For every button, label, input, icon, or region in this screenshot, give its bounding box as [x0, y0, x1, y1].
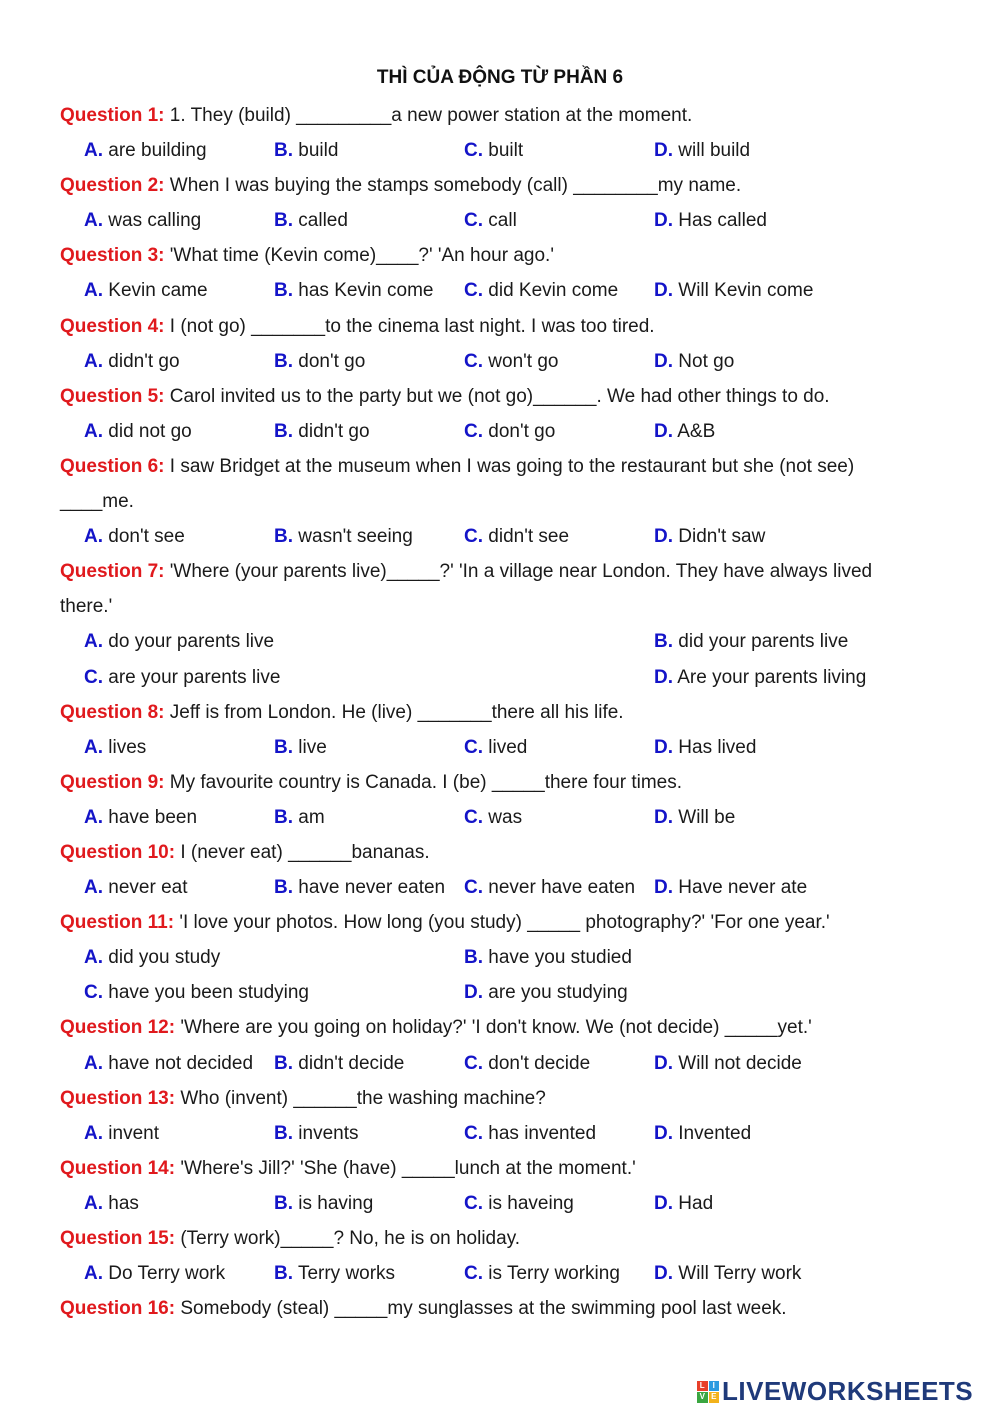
- option-letter: B.: [274, 1263, 293, 1285]
- option-text: don't decide: [488, 1052, 591, 1074]
- option-letter: B.: [654, 631, 673, 653]
- option-c[interactable]: [464, 273, 618, 308]
- logo-tile: I: [709, 1381, 720, 1392]
- option-a[interactable]: [84, 133, 207, 168]
- question-line: [60, 905, 940, 940]
- option-letter: C.: [464, 420, 483, 442]
- option-text: have not decided: [108, 1052, 254, 1074]
- option-d[interactable]: [654, 870, 807, 905]
- option-c[interactable]: [464, 344, 558, 379]
- question-line: [60, 449, 940, 484]
- option-d[interactable]: [654, 800, 735, 835]
- question-label: Question 4:: [60, 315, 165, 337]
- option-text: A&B: [677, 420, 716, 442]
- question-text: there.': [60, 596, 113, 618]
- option-text: live: [298, 736, 327, 758]
- question-text: ____me.: [60, 491, 134, 513]
- page-title: THÌ CỦA ĐỘNG TỪ PHẦN 6: [376, 67, 624, 88]
- option-text: Will Kevin come: [678, 280, 814, 302]
- option-text: Kevin came: [108, 280, 208, 302]
- option-letter: D.: [654, 140, 673, 162]
- option-c[interactable]: [84, 975, 309, 1010]
- option-letter: B.: [274, 1122, 293, 1144]
- question-label: Question 15:: [60, 1228, 176, 1249]
- option-letter: C.: [464, 1052, 483, 1074]
- options-row: [84, 1116, 940, 1151]
- option-c[interactable]: [464, 800, 522, 835]
- option-letter: B.: [274, 140, 293, 162]
- option-text: is having: [298, 1192, 374, 1214]
- option-b[interactable]: [274, 1116, 358, 1151]
- logo-tile: E: [709, 1392, 720, 1403]
- option-letter: D.: [464, 982, 483, 1004]
- option-text: invent: [108, 1122, 159, 1144]
- question-label: Question 13:: [60, 1087, 176, 1109]
- option-letter: D.: [654, 736, 673, 758]
- option-letter: B.: [274, 1052, 293, 1074]
- option-d[interactable]: [654, 730, 756, 765]
- option-text: Will Terry work: [678, 1263, 802, 1285]
- question-line: [60, 589, 940, 624]
- option-letter: C.: [464, 210, 483, 232]
- options-row: [84, 975, 940, 1010]
- option-c[interactable]: [464, 870, 635, 905]
- option-letter: C.: [464, 806, 483, 828]
- option-b[interactable]: [274, 344, 365, 379]
- option-letter: C.: [464, 350, 483, 372]
- question-text: 'Where's Jill?' 'She (have) _____lunch at the moment.': [180, 1157, 636, 1179]
- option-c[interactable]: [464, 1186, 574, 1221]
- question-label: Question 5:: [60, 385, 165, 407]
- option-b[interactable]: [654, 624, 848, 659]
- question-label: Question 14:: [60, 1157, 176, 1179]
- question-label: Question 10:: [60, 841, 176, 863]
- question-text: My favourite country is Canada. I (be) _____there four times.: [169, 771, 682, 793]
- option-letter: C.: [84, 666, 103, 688]
- question-text: Carol invited us to the party but we (not go)______. We had other things to do.: [169, 385, 830, 407]
- question-text: I saw Bridget at the museum when I was going to the restaurant but she (not see): [169, 455, 855, 477]
- option-b[interactable]: [274, 203, 348, 238]
- option-c[interactable]: [464, 1046, 590, 1081]
- option-letter: D.: [654, 1122, 673, 1144]
- option-a[interactable]: [84, 1046, 253, 1081]
- option-letter: A.: [84, 140, 103, 162]
- option-letter: C.: [464, 1263, 483, 1285]
- question-label: Question 1:: [60, 105, 165, 126]
- option-letter: D.: [654, 877, 673, 899]
- option-c[interactable]: [464, 1256, 620, 1291]
- question-text: I (not go) _______to the cinema last night. I was too tired.: [169, 315, 655, 337]
- option-letter: D.: [654, 806, 673, 828]
- footer-brand[interactable]: [697, 1376, 973, 1407]
- option-text: Will be: [678, 806, 736, 828]
- option-c[interactable]: [84, 660, 280, 695]
- option-letter: D.: [654, 666, 673, 688]
- options-row: [84, 940, 940, 975]
- option-letter: C.: [464, 736, 483, 758]
- options-row: [84, 519, 940, 554]
- option-text: are building: [108, 140, 207, 162]
- option-text: wasn't seeing: [298, 526, 413, 548]
- option-letter: D.: [654, 280, 673, 302]
- option-b[interactable]: [274, 133, 338, 168]
- option-letter: A.: [84, 631, 103, 653]
- option-text: didn't see: [488, 526, 570, 548]
- option-letter: B.: [274, 210, 293, 232]
- option-letter: D.: [654, 526, 673, 548]
- option-text: is haveing: [488, 1192, 574, 1214]
- option-letter: C.: [464, 280, 483, 302]
- option-d[interactable]: [654, 1116, 751, 1151]
- option-d[interactable]: [654, 414, 715, 449]
- option-a[interactable]: [84, 203, 201, 238]
- option-a[interactable]: [84, 344, 180, 379]
- options-row: [84, 1256, 940, 1291]
- option-text: won't go: [488, 350, 559, 372]
- question-line: [60, 168, 940, 203]
- option-text: Terry works: [297, 1263, 396, 1285]
- options-row: [84, 273, 940, 308]
- option-text: has Kevin come: [298, 280, 434, 302]
- question-text: 'Where are you going on holiday?' 'I don't know. We (not decide) _____yet.': [180, 1017, 812, 1039]
- option-b[interactable]: [274, 800, 325, 835]
- option-letter: D.: [654, 1192, 673, 1214]
- option-a[interactable]: [84, 800, 197, 835]
- option-letter: B.: [274, 736, 293, 758]
- option-letter: D.: [654, 1052, 673, 1074]
- option-a[interactable]: [84, 730, 146, 765]
- option-text: call: [488, 210, 517, 232]
- options-row: [84, 870, 940, 905]
- question-line: [60, 835, 940, 870]
- question-text: 1. They (build) _________a new power station at the moment.: [169, 105, 693, 126]
- option-text: don't see: [108, 526, 185, 548]
- options-row: [84, 1046, 940, 1081]
- option-text: never eat: [108, 877, 188, 899]
- option-text: has invented: [488, 1122, 597, 1144]
- option-letter: A.: [84, 1192, 103, 1214]
- option-a[interactable]: [84, 519, 185, 554]
- liveworksheets-logo-icon: [697, 1381, 719, 1403]
- option-text: did not go: [108, 420, 192, 442]
- option-b[interactable]: [274, 730, 327, 765]
- option-a[interactable]: [84, 414, 192, 449]
- option-letter: C.: [84, 982, 103, 1004]
- question-text: 'Where (your parents live)_____?' 'In a village near London. They have always lived: [169, 561, 873, 583]
- option-a[interactable]: [84, 624, 274, 659]
- option-text: built: [488, 140, 524, 162]
- question-text: Somebody (steal) _____my sunglasses at the swimming pool last week.: [180, 1298, 787, 1320]
- option-d[interactable]: [654, 203, 767, 238]
- question-line: [60, 695, 940, 730]
- option-d[interactable]: [654, 1046, 802, 1081]
- option-text: Not go: [678, 350, 735, 372]
- option-letter: B.: [274, 877, 293, 899]
- option-text: don't go: [488, 420, 556, 442]
- option-d[interactable]: [654, 1186, 713, 1221]
- option-text: didn't decide: [298, 1052, 405, 1074]
- option-text: will build: [678, 140, 751, 162]
- option-text: Do Terry work: [108, 1263, 226, 1285]
- option-text: called: [298, 210, 348, 232]
- question-text: 'I love your photos. How long (you study) _____ photography?' 'For one year.': [179, 912, 830, 934]
- option-b[interactable]: [464, 940, 632, 975]
- option-text: Had: [678, 1192, 714, 1214]
- option-letter: B.: [274, 280, 293, 302]
- option-text: Will not decide: [678, 1052, 802, 1074]
- question-label: Question 9:: [60, 771, 165, 793]
- option-b[interactable]: [274, 414, 370, 449]
- question-text: Who (invent) ______the washing machine?: [180, 1087, 546, 1109]
- question-label: Question 8:: [60, 701, 165, 723]
- option-c[interactable]: [464, 730, 527, 765]
- question-list: [60, 98, 940, 1326]
- option-letter: A.: [84, 1122, 103, 1144]
- logo-tile: V: [697, 1392, 708, 1403]
- option-letter: A.: [84, 736, 103, 758]
- option-text: never have eaten: [488, 877, 636, 899]
- question-label: Question 16:: [60, 1298, 176, 1320]
- question-line: [60, 379, 940, 414]
- options-row: [84, 414, 940, 449]
- option-text: have you been studying: [108, 982, 309, 1004]
- question-text: 'What time (Kevin come)____?' 'An hour ago.': [169, 245, 554, 267]
- option-c[interactable]: [464, 133, 523, 168]
- option-text: are your parents live: [108, 666, 281, 688]
- option-text: Didn't saw: [678, 526, 766, 548]
- question-line: [60, 238, 940, 273]
- option-text: didn't go: [108, 350, 180, 372]
- option-text: don't go: [298, 350, 366, 372]
- option-text: are you studying: [488, 982, 628, 1004]
- option-text: lives: [108, 736, 147, 758]
- option-text: do your parents live: [108, 631, 275, 653]
- option-text: did you study: [108, 947, 221, 969]
- option-d[interactable]: [654, 273, 813, 308]
- options-row: [84, 344, 940, 379]
- option-text: was: [488, 806, 523, 828]
- option-a[interactable]: [84, 1256, 225, 1291]
- option-letter: C.: [464, 1122, 483, 1144]
- option-letter: C.: [464, 140, 483, 162]
- question-label: Question 3:: [60, 245, 165, 267]
- option-text: Has called: [678, 210, 767, 232]
- option-c[interactable]: [464, 203, 517, 238]
- option-text: Invented: [678, 1122, 752, 1144]
- options-row: [84, 133, 940, 168]
- option-letter: B.: [464, 947, 483, 969]
- option-letter: D.: [654, 210, 673, 232]
- question-text: I (never eat) ______bananas.: [180, 841, 430, 863]
- option-letter: D.: [654, 350, 673, 372]
- option-b[interactable]: [274, 519, 413, 554]
- option-letter: D.: [654, 1263, 673, 1285]
- question-line: [60, 98, 940, 133]
- option-letter: D.: [654, 420, 673, 442]
- option-c[interactable]: [464, 414, 555, 449]
- option-letter: A.: [84, 210, 103, 232]
- option-b[interactable]: [274, 273, 433, 308]
- option-text: have been: [108, 806, 198, 828]
- option-letter: A.: [84, 1263, 103, 1285]
- option-b[interactable]: [274, 1186, 373, 1221]
- option-letter: C.: [464, 1192, 483, 1214]
- option-b[interactable]: [274, 870, 445, 905]
- question-label: Question 6:: [60, 455, 165, 477]
- question-label: Question 7:: [60, 561, 165, 583]
- option-b[interactable]: [274, 1046, 404, 1081]
- question-line: [60, 1291, 940, 1326]
- question-text: When I was buying the stamps somebody (call) ________my name.: [169, 175, 742, 197]
- question-label: Question 12:: [60, 1017, 176, 1039]
- option-letter: A.: [84, 877, 103, 899]
- option-d[interactable]: [654, 660, 866, 695]
- options-row: [84, 203, 940, 238]
- option-a[interactable]: [84, 1116, 159, 1151]
- option-d[interactable]: [654, 344, 734, 379]
- option-a[interactable]: [84, 273, 208, 308]
- option-text: build: [298, 140, 339, 162]
- option-letter: B.: [274, 350, 293, 372]
- option-d[interactable]: [654, 133, 750, 168]
- option-text: am: [298, 806, 325, 828]
- options-row: [84, 730, 940, 765]
- question-label: Question 11:: [60, 912, 175, 934]
- option-letter: B.: [274, 420, 293, 442]
- options-row: [84, 624, 940, 659]
- option-letter: B.: [274, 806, 293, 828]
- option-text: did your parents live: [678, 631, 849, 653]
- option-text: lived: [488, 736, 528, 758]
- question-line: [60, 1221, 940, 1256]
- question-text: (Terry work)_____? No, he is on holiday.: [180, 1228, 521, 1249]
- question-label: Question 2:: [60, 175, 165, 197]
- options-row: [84, 1186, 940, 1221]
- option-letter: C.: [464, 526, 483, 548]
- logo-tile: L: [697, 1381, 708, 1392]
- option-letter: A.: [84, 806, 103, 828]
- question-line: [60, 1151, 940, 1186]
- option-letter: A.: [84, 420, 103, 442]
- option-b[interactable]: [274, 1256, 395, 1291]
- question-line: [60, 484, 940, 519]
- option-letter: A.: [84, 350, 103, 372]
- option-text: did Kevin come: [488, 280, 619, 302]
- options-row: [84, 800, 940, 835]
- option-letter: A.: [84, 280, 103, 302]
- option-letter: A.: [84, 1052, 103, 1074]
- brand-name: LIVEWORKSHEETS: [722, 1376, 974, 1406]
- option-text: Are your parents living: [677, 666, 867, 688]
- option-letter: B.: [274, 526, 293, 548]
- option-a[interactable]: [84, 870, 188, 905]
- question-line: [60, 309, 940, 344]
- option-text: Has lived: [678, 736, 757, 758]
- option-text: has: [108, 1192, 139, 1214]
- question-line: [60, 765, 940, 800]
- option-letter: A.: [84, 947, 103, 969]
- question-line: [60, 1081, 940, 1116]
- option-text: have never eaten: [298, 877, 446, 899]
- question-text: Jeff is from London. He (live) _______there all his life.: [169, 701, 624, 723]
- question-line: [60, 1010, 940, 1045]
- option-a[interactable]: [84, 940, 220, 975]
- option-text: invents: [298, 1122, 359, 1144]
- question-line: [60, 554, 940, 589]
- option-text: is Terry working: [488, 1263, 620, 1285]
- option-letter: C.: [464, 877, 483, 899]
- option-d[interactable]: [464, 975, 628, 1010]
- option-d[interactable]: [654, 519, 765, 554]
- option-text: have you studied: [488, 947, 632, 969]
- option-letter: A.: [84, 526, 103, 548]
- option-d[interactable]: [654, 1256, 801, 1291]
- options-row: [84, 660, 940, 695]
- option-a[interactable]: [84, 1186, 139, 1221]
- option-c[interactable]: [464, 519, 569, 554]
- option-letter: B.: [274, 1192, 293, 1214]
- option-text: Have never ate: [678, 877, 808, 899]
- option-c[interactable]: [464, 1116, 596, 1151]
- option-text: didn't go: [298, 420, 370, 442]
- option-text: was calling: [108, 210, 202, 232]
